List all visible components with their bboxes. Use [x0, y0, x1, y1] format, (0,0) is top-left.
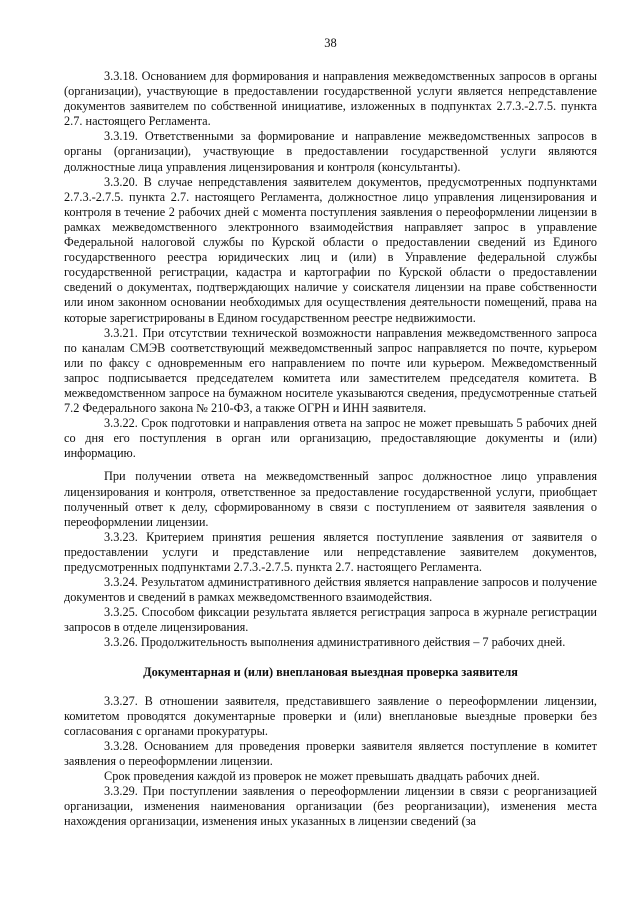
- paragraph-3-3-23: 3.3.23. Критерием принятия решения является поступление заявления от заявителя о предоставлении услуги и представление или непредставление заявителем документов, предусмотренных подпунктами 2.7.3.-2.7.5. пункта 2.7. настоящего Регламента.: [64, 529, 597, 574]
- section-heading: Документарная и (или) внеплановая выездная проверка заявителя: [143, 664, 518, 679]
- paragraph-3-3-22: 3.3.22. Срок подготовки и направления ответа на запрос не может превышать 5 рабочих дней со дня его поступления в орган или организацию, предоставляющие документы и (или) информацию.: [64, 416, 597, 461]
- paragraph-3-3-27: 3.3.27. В отношении заявителя, представившего заявление о переоформлении лицензии, комитетом проводятся документарные проверки и (или) внеплановые выездные проверки без согласования с органами прокуратуры.: [64, 693, 597, 738]
- paragraph-3-3-26: 3.3.26. Продолжительность выполнения административного действия – 7 рабочих дней.: [104, 635, 566, 650]
- paragraph-3-3-25: 3.3.25. Способом фиксации результата является регистрация запроса в журнале регистрации запросов в отделе лицензирования.: [64, 605, 597, 635]
- paragraph-term: Срок проведения каждой из проверок не может превышать двадцать рабочих дней.: [104, 769, 540, 784]
- paragraph-response: При получении ответа на межведомственный запрос должностное лицо управления лицензирования и контроля, ответственное за предоставление государственной услуги, приобщает полученный ответ к делу, сформированному в связи с поступлением от заявителя заявления о переоформлении лицензии.: [64, 469, 597, 529]
- page-number: 38: [324, 36, 337, 50]
- paragraph-3-3-19: 3.3.19. Ответственными за формирование и направление межведомственных запросов в органы (организации), участвующие в предоставлении государственной услуги являются должностные лица управления лицензирования и контроля (консультанты).: [64, 129, 597, 174]
- paragraph-3-3-24: 3.3.24. Результатом административного действия является направление запросов и получение документов и сведений в рамках межведомственного взаимодействия.: [64, 575, 597, 605]
- paragraph-3-3-28: 3.3.28. Основанием для проведения проверки заявителя является поступление в комитет заявления о переоформлении лицензии.: [64, 738, 597, 768]
- paragraph-3-3-29: 3.3.29. При поступлении заявления о переоформлении лицензии в связи с реорганизацией организации, изменения наименования организации (без реорганизации), изменения места нахождения организации, изменения иных указанных в лицензии сведений (за: [64, 784, 597, 829]
- paragraph-3-3-21: 3.3.21. При отсутствии технической возможности направления межведомственного запроса по каналам СМЭВ соответствующий межведомственный запрос направляется по почте, курьером или по факсу с одновременным его направлением по почте или курьером. Межведомственный запрос подписывается председателем комитета или заместителем председателя комитета. В межведомственном запросе на бумажном носителе указываются сведения, предусмотренные статьей 7.2 Федерального закона № 210-ФЗ, а также ОГРН и ИНН заявителя.: [64, 325, 597, 416]
- paragraph-3-3-20: 3.3.20. В случае непредставления заявителем документов, предусмотренных подпунктами 2.7.3.-2.7.5. пункта 2.7. настоящего Регламента, должностное лицо управления лицензирования и контроля в течение 2 рабочих дней с момента поступления заявления о переоформлении лицензии в рамках межведомственного электронного взаимодействия направляет запрос в управление Федеральной налоговой службы по Курской области о предоставлении сведений из Единого государственного реестра юридических лиц и (или) в Управление федеральной службы государственной регистрации, кадастра и картографии по Курской области о предоставлении сведений о документах, подтверждающих наличие у соискателя лицензии на праве собственности или ином законном основании необходимых для осуществления деятельности помещений, права на которые зарегистрированы в Едином государственном реестре недвижимости.: [64, 174, 597, 325]
- paragraph-3-3-18: 3.3.18. Основанием для формирования и направления межведомственных запросов в органы (организации), участвующие в предоставлении государственной услуги является непредставление документов заявителем по собственной инициативе, изложенных в подпунктах 2.7.3.-2.7.5. пункта 2.7. настоящего Регламента.: [64, 69, 597, 129]
